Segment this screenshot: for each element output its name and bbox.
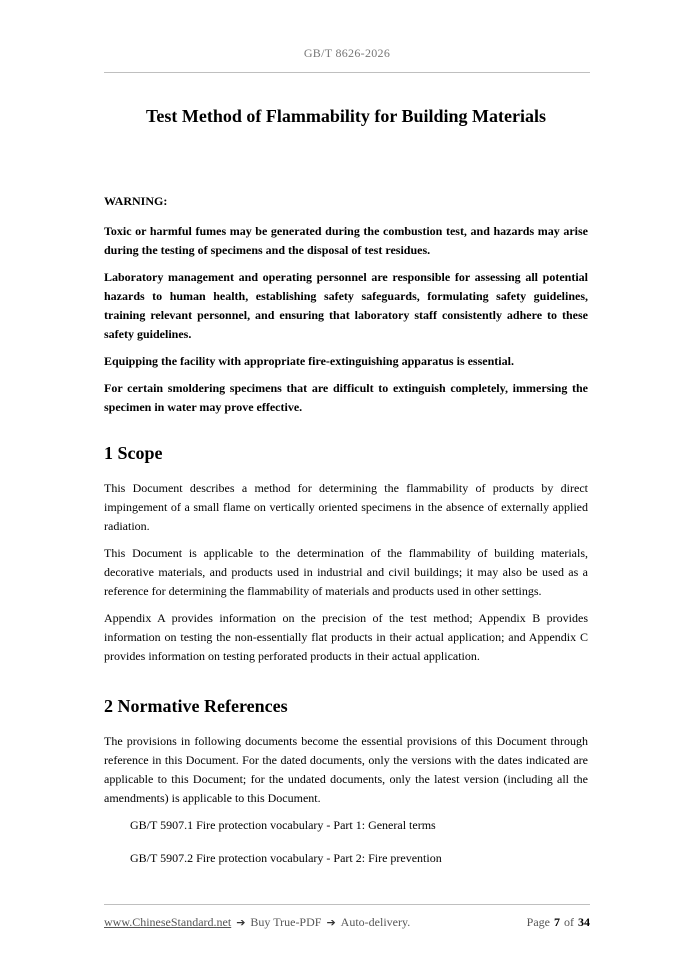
page-body [104,100,588,882]
arrow-right-icon: ➔ [326,916,336,929]
page-indicator [527,915,590,930]
normative-references-intro: The provisions in following documents become the essential provisions of this Document through reference in this Document. For the dated documents, only the versions with the dates indicated are applicable to this Document; for the undated documents, only the latest version (including all the amendments) is applicable to this Document. [104,734,588,805]
scope-section [104,441,588,666]
warning-paragraph: Toxic or harmful fumes may be generated during the combustion test, and hazards may arise during the testing of specimens and the disposal of test residues. [104,224,588,257]
reference-item: GB/T 5907.2 Fire protection vocabulary - Part 2: Fire prevention [130,851,442,865]
page-current: 7 [554,915,560,929]
warning-section [104,193,588,417]
buy-true-pdf-text: Buy True-PDF [250,915,322,929]
header-divider [104,72,590,73]
scope-paragraph: This Document describes a method for determining the flammability of products by direct impingement of a small flame on vertically oriented specimens in the absence of externally applied radiation. [104,481,588,533]
section-heading-normative-references: 2 Normative References [104,696,288,716]
page-of: of [564,915,574,929]
running-footer [104,915,590,930]
warning-paragraph: Laboratory management and operating personnel are responsible for assessing all potential hazards to human health, establishing safety safeguards, formulating safety guidelines, training relevant personnel, and ensuring that laboratory staff consistently adhere to these safety guidelines. [104,270,588,341]
normative-references-section [104,694,588,868]
page-label: Page [526,915,550,929]
document-title: Test Method of Flammability for Building Materials [146,106,546,126]
warning-paragraph: For certain smoldering specimens that are difficult to extinguish completely, immersing the specimen in water may prove effective. [104,381,588,414]
scope-paragraph: Appendix A provides information on the precision of the test method; Appendix B provides information on testing the non-essentially flat products in their actual application; and Appendix C provides information on testing perforated products in their actual application. [104,611,588,663]
footer-divider [104,904,590,905]
auto-delivery-text: Auto-delivery. [340,915,411,929]
scope-paragraph: This Document is applicable to the determination of the flammability of building materials, decorative materials, and products used in industrial and civil buildings; it may also be used as a reference for determining the flammability of materials and products used in other settings. [104,546,588,598]
site-link[interactable]: www.ChineseStandard.net [104,915,232,929]
warning-heading: WARNING: [104,194,168,208]
warning-paragraph: Equipping the facility with appropriate fire-extinguishing apparatus is essential. [104,354,514,368]
footer-promo [104,915,410,930]
running-header: GB/T 8626-2026 [303,46,391,60]
arrow-right-icon: ➔ [236,916,246,929]
reference-item: GB/T 5907.1 Fire protection vocabulary - Part 1: General terms [130,818,436,832]
page-total: 34 [578,915,590,929]
section-heading-scope: 1 Scope [104,443,163,463]
